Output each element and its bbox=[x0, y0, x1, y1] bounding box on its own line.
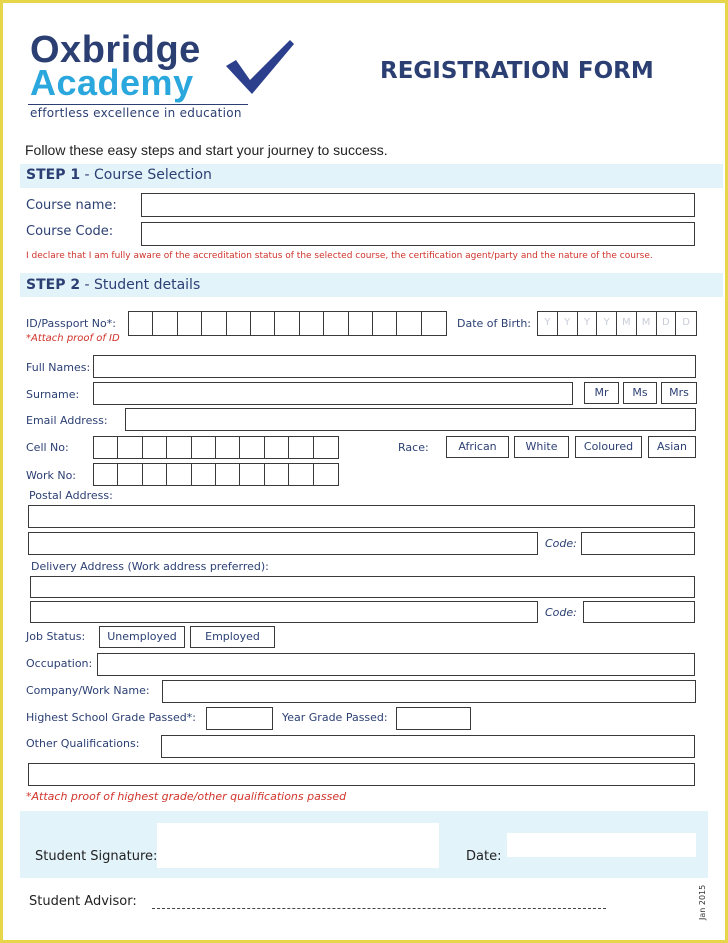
job-status-label: Job Status: bbox=[26, 630, 86, 643]
race-option-white[interactable]: White bbox=[514, 436, 569, 458]
step1-title: - Course Selection bbox=[84, 167, 212, 183]
student-signature-label: Student Signature: bbox=[35, 849, 158, 864]
full-names-field[interactable] bbox=[93, 355, 696, 378]
dob-cells[interactable] bbox=[537, 311, 697, 336]
dob-cell: M bbox=[617, 312, 637, 335]
course-code-label: Course Code: bbox=[26, 224, 114, 239]
logo-line1: Oxbridge bbox=[30, 29, 201, 71]
title-option-mrs[interactable]: Mrs bbox=[661, 382, 697, 404]
race-option-coloured[interactable]: Coloured bbox=[575, 436, 642, 458]
other-qualifications-line1[interactable] bbox=[161, 735, 695, 758]
step2-title: - Student details bbox=[84, 277, 201, 293]
delivery-label: Delivery Address (Work address preferred): bbox=[31, 560, 269, 573]
step1-label: STEP 1 bbox=[26, 167, 81, 183]
year-label: Year Grade Passed: bbox=[282, 711, 388, 724]
race-option-african[interactable]: African bbox=[446, 436, 509, 458]
postal-code-field[interactable] bbox=[581, 532, 695, 555]
email-field[interactable] bbox=[125, 408, 696, 431]
occupation-field[interactable] bbox=[97, 653, 695, 676]
step2-heading bbox=[26, 277, 200, 293]
email-label: Email Address: bbox=[26, 414, 108, 427]
title-option-ms[interactable]: Ms bbox=[623, 382, 657, 404]
step1-heading bbox=[26, 167, 212, 183]
dob-cell: Y bbox=[578, 312, 598, 335]
dob-cell: Y bbox=[597, 312, 617, 335]
title-option-mr[interactable]: Mr bbox=[584, 382, 619, 404]
job-option-unemployed[interactable]: Unemployed bbox=[99, 626, 185, 648]
course-name-field[interactable] bbox=[141, 193, 695, 217]
grade-label: Highest School Grade Passed*: bbox=[26, 711, 196, 724]
postal-address-line2[interactable] bbox=[28, 532, 538, 555]
declaration-text: I declare that I am fully aware of the accreditation status of the selected course, the certification agent/party and the nature of the course. bbox=[26, 251, 653, 261]
dob-cell: D bbox=[657, 312, 677, 335]
other-qualifications-line2[interactable] bbox=[28, 763, 695, 786]
occupation-label: Occupation: bbox=[26, 657, 93, 670]
id-label: ID/Passport No*: bbox=[26, 317, 116, 330]
student-advisor-label: Student Advisor: bbox=[29, 894, 137, 909]
logo-underline bbox=[28, 104, 248, 105]
postal-address-line1[interactable] bbox=[28, 505, 695, 528]
id-number-cells[interactable] bbox=[128, 311, 447, 336]
logo bbox=[28, 30, 318, 120]
surname-field[interactable] bbox=[93, 382, 573, 405]
year-field[interactable] bbox=[396, 707, 471, 730]
delivery-code-label: Code: bbox=[545, 606, 577, 619]
race-option-asian[interactable]: Asian bbox=[648, 436, 696, 458]
student-signature-field[interactable] bbox=[157, 823, 439, 868]
dob-cell: D bbox=[682, 317, 690, 328]
course-code-field[interactable] bbox=[141, 222, 695, 246]
company-label: Company/Work Name: bbox=[26, 684, 150, 697]
id-note: *Attach proof of ID bbox=[26, 333, 120, 344]
course-name-label: Course name: bbox=[26, 198, 117, 213]
grade-field[interactable] bbox=[206, 707, 273, 730]
intro-text: Follow these easy steps and start your journey to success. bbox=[25, 142, 388, 158]
dob-label: Date of Birth: bbox=[457, 317, 532, 330]
work-label: Work No: bbox=[26, 469, 77, 482]
company-field[interactable] bbox=[162, 680, 696, 703]
checkmark-icon bbox=[222, 36, 298, 96]
work-number-cells[interactable] bbox=[93, 463, 339, 486]
logo-line2: Academy bbox=[30, 62, 194, 103]
other-qualifications-label: Other Qualifications: bbox=[26, 737, 140, 750]
date-field[interactable] bbox=[507, 833, 696, 857]
job-option-employed[interactable]: Employed bbox=[190, 626, 275, 648]
delivery-address-line1[interactable] bbox=[30, 576, 695, 598]
cell-label: Cell No: bbox=[26, 441, 69, 454]
dob-cell: M bbox=[637, 312, 657, 335]
footer-date: Jan 2015 bbox=[698, 884, 707, 920]
form-title: REGISTRATION FORM bbox=[380, 58, 654, 84]
delivery-code-field[interactable] bbox=[583, 601, 695, 623]
dob-cell: Y bbox=[558, 312, 578, 335]
full-names-label: Full Names: bbox=[26, 361, 91, 374]
surname-label: Surname: bbox=[26, 388, 80, 401]
dob-cell: Y bbox=[538, 312, 558, 335]
step2-label: STEP 2 bbox=[26, 277, 81, 293]
postal-label: Postal Address: bbox=[29, 489, 113, 502]
attach-note: *Attach proof of highest grade/other qualifications passed bbox=[26, 790, 347, 803]
cell-number-cells[interactable] bbox=[93, 436, 339, 459]
race-label: Race: bbox=[398, 441, 429, 454]
date-label: Date: bbox=[466, 849, 502, 864]
tagline: effortless excellence in education bbox=[30, 106, 242, 120]
postal-code-label: Code: bbox=[545, 537, 577, 550]
advisor-signature-line[interactable] bbox=[152, 908, 606, 909]
delivery-address-line2[interactable] bbox=[30, 601, 538, 623]
